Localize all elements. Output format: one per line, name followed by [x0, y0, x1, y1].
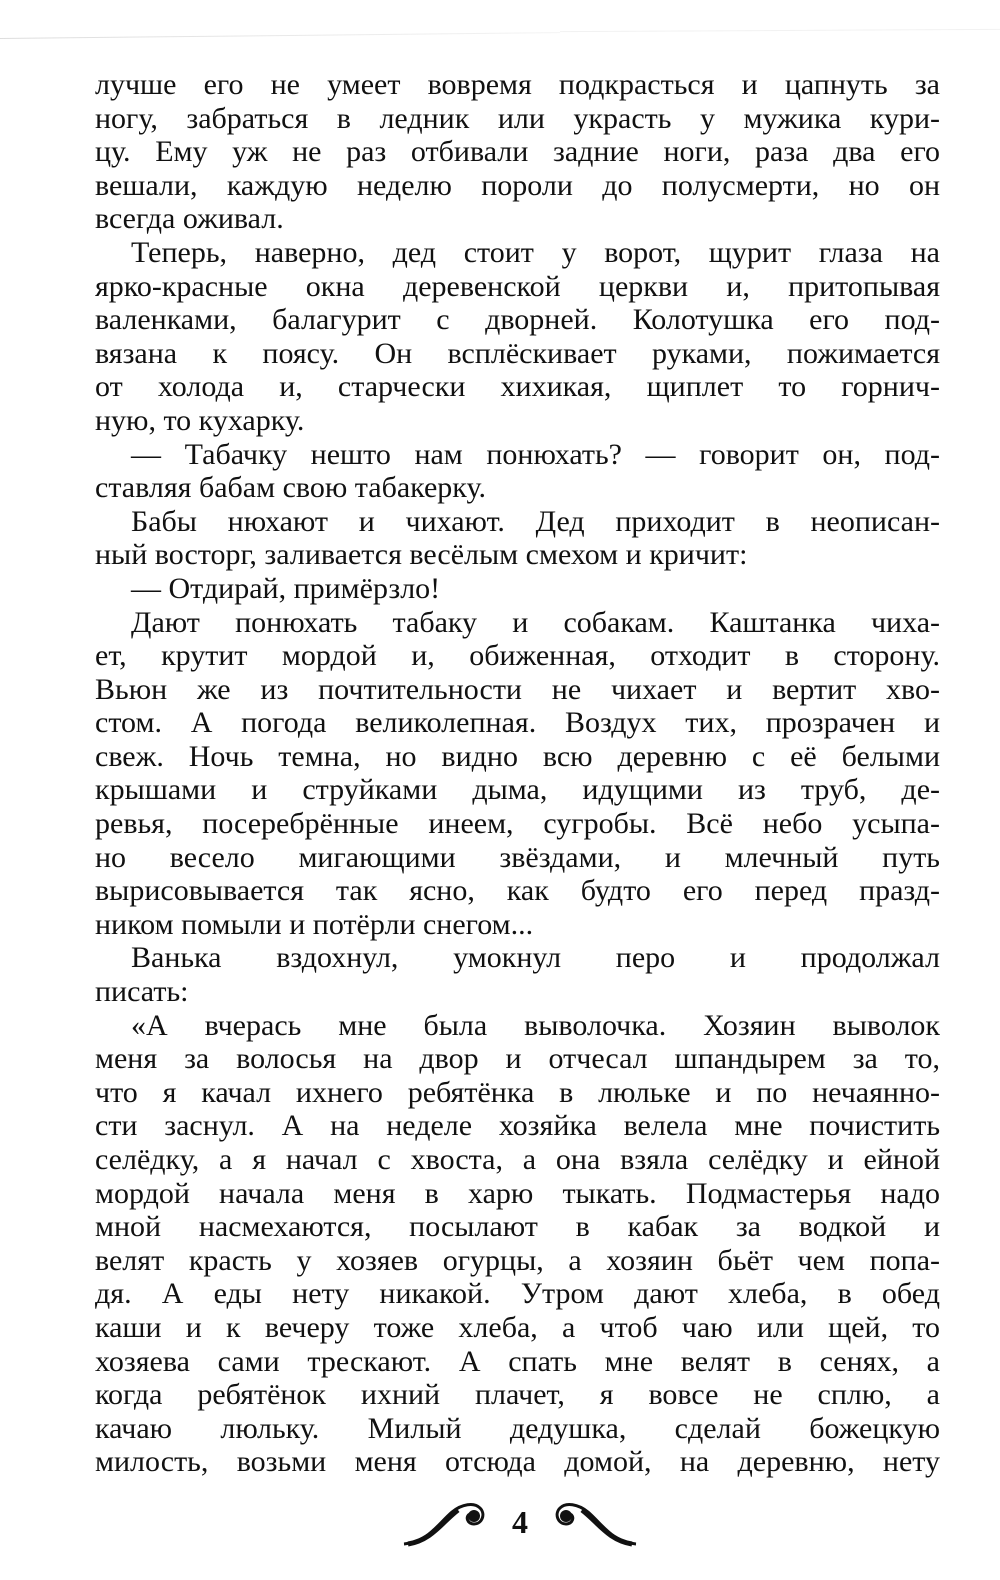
text-line: писать:: [95, 975, 189, 1009]
text-line: милость, возьми меня отсюда домой, на деревню, нету: [95, 1445, 940, 1479]
text-line: — Отдирай, примёрзло!: [131, 571, 441, 605]
text-line: ярко-красные окна деревенской церкви и, притопывая: [95, 269, 940, 303]
text-line: ный восторг, заливается весёлым смехом и кричит:: [95, 538, 748, 572]
page-number: 4: [512, 1504, 528, 1540]
text-line: Теперь, наверно, дед стоит у ворот, щурит глаза на: [131, 235, 940, 269]
text-line: вешали, каждую неделю пороли до полусмерти, но он: [95, 168, 940, 202]
text-line: мордой начала меня в харю тыкать. Подмастерья надо: [95, 1176, 940, 1210]
text-line: меня за волосья на двор и отчесал шпандырем за то,: [95, 1042, 940, 1076]
text-line: от холода и, старчески хихикая, щиплет то горнич-: [95, 370, 940, 404]
text-line: ную, то кухарку.: [95, 403, 305, 437]
text-line: сти заснул. А на неделе хозяйка велела мне почистить: [95, 1109, 940, 1143]
page-footer: [400, 1494, 640, 1550]
text-line: стом. А погода великолепная. Воздух тих, прозрачен и: [95, 706, 940, 740]
text-line: селёдку, а я начал с хвоста, а она взяла селёдку и ейной: [95, 1143, 940, 1176]
text-line: Ванька вздохнул, умокнул перо и продолжал: [131, 941, 940, 975]
text-line: ногу, забраться в ледник или украсть у мужика кури-: [95, 101, 940, 135]
text-line: ставляя бабам свою табакерку.: [95, 471, 486, 505]
text-line: что я качал ихнего ребятёнка в люльке и по нечаянно-: [95, 1075, 940, 1109]
text-line: качаю люльку. Милый дедушка, сделай божецкую: [95, 1411, 940, 1445]
text-line: всегда оживал.: [95, 202, 284, 236]
right-flourish-icon: [550, 1494, 640, 1550]
text-line: велят красть у хозяев огурцы, а хозяин бьёт чем попа-: [95, 1243, 940, 1277]
text-line: когда ребятёнок ихний плачет, я вовсе не сплю, а: [95, 1378, 940, 1412]
text-line: вырисовывается так ясно, как будто его перед празд-: [95, 874, 940, 908]
text-line: ревья, посеребрённые инеем, сугробы. Всё небо усыпа-: [95, 807, 940, 841]
text-line: «А вчерась мне была выволочка. Хозяин выволок: [131, 1008, 940, 1042]
text-line: дя. А еды нету никакой. Утром дают хлеба, в обед: [95, 1277, 940, 1311]
text-line: но весело мигающими звёздами, и млечный путь: [95, 840, 940, 874]
text-line: ником помыли и потёрли снегом...: [95, 907, 534, 941]
text-line: Дают понюхать табаку и собакам. Каштанка чиха-: [131, 605, 940, 639]
text-line: лучше его не умеет вовремя подкрасться и цапнуть за: [95, 68, 940, 101]
text-line: Бабы нюхают и чихают. Дед приходит в неописан-: [131, 504, 940, 538]
text-line: свеж. Ночь темна, но видно всю деревню с её белыми: [95, 739, 940, 773]
text-line: крышами и струйками дыма, идущими из труб, де-: [95, 773, 940, 807]
text-line: вязана к поясу. Он всплёскивает руками, пожимается: [95, 336, 940, 370]
scan-edge: [560, 29, 1000, 32]
text-line: цу. Ему уж не раз отбивали задние ноги, раза два его: [95, 135, 940, 169]
text-line: ет, крутит мордой и, обиженная, отходит в сторону.: [95, 639, 940, 673]
text-line: мной насмехаются, посылают в кабак за водкой и: [95, 1210, 940, 1244]
scan-edge: [0, 32, 560, 39]
text-line: хозяева сами трескают. А спать мне велят в сенях, а: [95, 1344, 940, 1378]
text-line: валенками, балагурит с дворней. Колотушка его под-: [95, 303, 940, 337]
body-text: [95, 68, 940, 1479]
left-flourish-icon: [400, 1494, 490, 1550]
text-line: — Табачку нешто нам понюхать? — говорит он, под-: [131, 437, 940, 471]
text-line: Вьюн же из почтительности не чихает и вертит хво-: [95, 672, 940, 706]
text-line: каши и к вечеру тоже хлеба, а чтоб чаю или щей, то: [95, 1310, 940, 1344]
